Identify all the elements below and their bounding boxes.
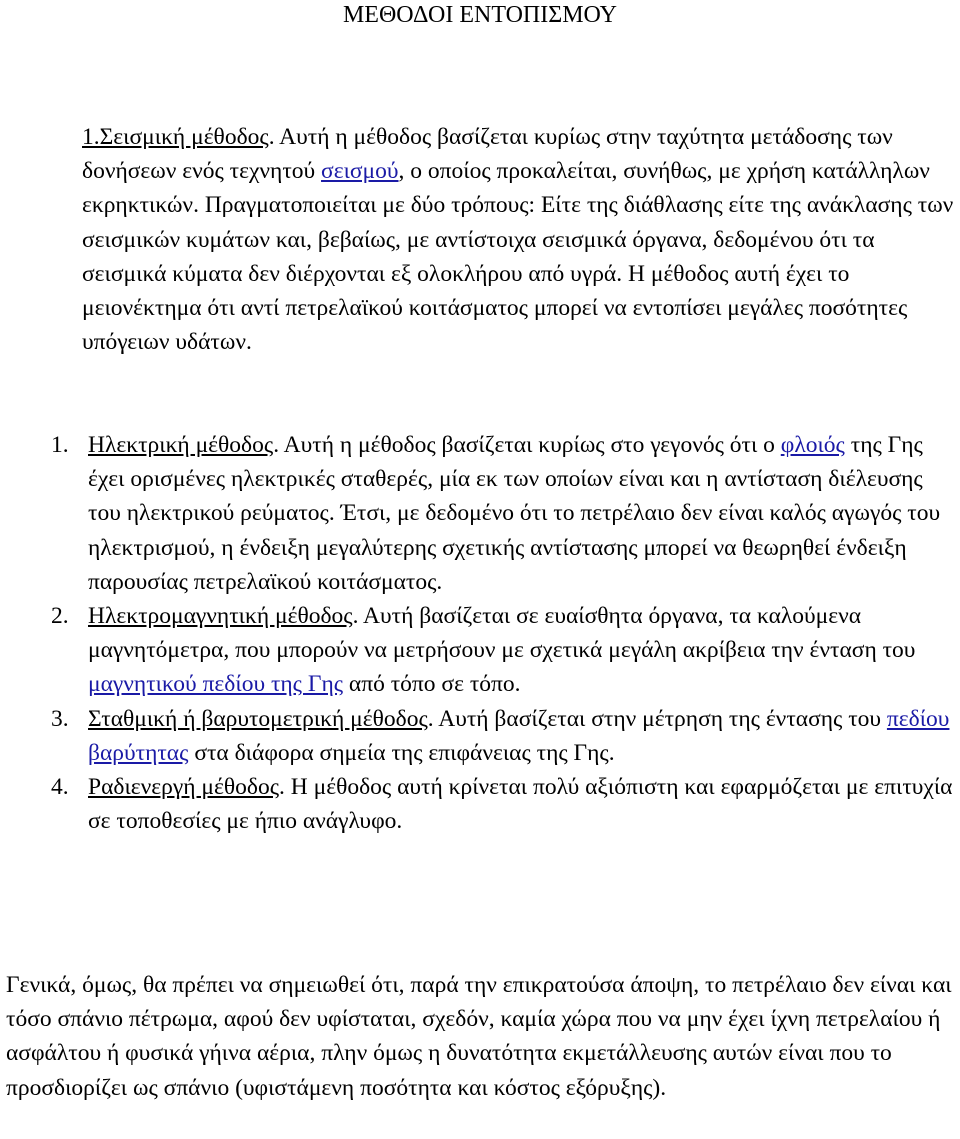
list-item-electromagnetic — [0, 599, 960, 702]
radioactive-method-text: . Η μέθοδος αυτή κρίνεται πολύ αξιόπιστη και εφαρμόζεται με επιτυχία σε τοποθεσίες με ήπιο ανάγλυφο. — [88, 774, 953, 835]
seismic-method-heading: 1.Σεισμική μέθοδος — [82, 124, 269, 150]
list-item-electrical — [0, 428, 960, 599]
electromagnetic-method-text-2: από τόπο σε τόπο. — [343, 671, 521, 698]
seismic-link[interactable]: σεισμού — [321, 158, 399, 185]
electrical-method-text-2: της Γης έχει ορισμένες ηλεκτρικές σταθερές, μία εκ των οποίων είναι και η αντίσταση διέλευσης του ηλεκτρικού ρεύματος. Έτσι, με δεδομένο ότι το πετρέλαιο δεν είναι καλός αγωγός του ηλεκτρισμού, η ένδειξη μεγαλύτερης σχετικής αντίστασης μπορεί να θεωρηθεί ένδειξη παρουσίας πετρελαϊκού κοιτάσματος. — [88, 432, 941, 595]
list-item-gravimetric — [0, 702, 960, 770]
seismic-method-paragraph — [82, 120, 960, 359]
gravimetric-method-heading: Σταθμική ή βαρυτομετρική μέθοδος — [88, 705, 428, 732]
seismic-method-text-1: . Αυτή η μέθοδος βασίζεται κυρίως στην ταχύτητα μετάδοσης των δονήσεων ενός τεχνητού — [82, 124, 893, 185]
gravimetric-method-text-2: στα διάφορα σημεία της επιφάνειας της Γης. — [188, 739, 615, 766]
list-number: 3. — [51, 705, 69, 732]
electromagnetic-method-text-1: . Αυτή βασίζεται σε ευαίσθητα όργανα, τα καλούμενα μαγνητόμετρα, που μπορούν να μετρήσουν με σχετικά μεγάλη ακρίβεια την ένταση του — [88, 603, 916, 664]
page-title: ΜΕΘΟΔΟΙ ΕΝΤΟΠΙΣΜΟΥ — [342, 2, 618, 28]
electromagnetic-method-heading: Ηλεκτρομαγνητική μέθοδος — [88, 603, 353, 630]
list-number: 1. — [51, 432, 69, 458]
gravimetric-method-text-1: . Αυτή βασίζεται στην μέτρηση της έντασης του — [427, 705, 887, 732]
radioactive-method-heading: Ραδιενεργή μέθοδος — [88, 774, 280, 801]
methods-list — [0, 428, 960, 838]
closing-paragraph: Γενικά, όμως, θα πρέπει να σημειωθεί ότι, παρά την επικρατούσα άποψη, το πετρέλαιο δεν είναι και τόσο σπάνιο πέτρωμα, αφού δεν υφίσταται, σχεδόν, καμία χώρα που να μην έχει ίχνη πετρελαίου ή ασφάλτου ή φυσικά γήινα αέρια, πλην όμως η δυνατότητα εκμετάλλευσης αυτών είναι που το προσδιορίζει ως σπάνιο (υφιστάμενη ποσότητα και κόστος εξόρυξης). — [6, 972, 952, 1101]
list-item-radioactive — [0, 770, 960, 838]
magnetic-field-link[interactable]: μαγνητικού πεδίου της Γης — [88, 671, 344, 698]
list-number: 2. — [51, 603, 69, 630]
electrical-method-text-1: . Αυτή η μέθοδος βασίζεται κυρίως στο γεγονός ότι ο — [273, 432, 781, 458]
crust-link[interactable]: φλοιός — [780, 432, 845, 458]
gravity-field-link[interactable]: πεδίου βαρύτητας — [88, 705, 950, 766]
electrical-method-heading: Ηλεκτρική μέθοδος — [88, 432, 274, 458]
seismic-method-text-2: , ο οποίος προκαλείται, συνήθως, με χρήση κατάλληλων εκρηκτικών. Πραγματοποιείται με δύο τρόπους: Είτε της διάθλασης είτε της ανάκλασης των σεισμικών κυμάτων και, βεβαίως, με αντίστοιχα σεισμικά όργανα, δεδομένου ότι τα σεισμικά κύματα δεν διέρχονται εξ ολοκλήρου από υγρά. Η μέθοδος αυτή έχει το μειονέκτημα ότι αντί πετρελαϊκού κοιτάσματος μπορεί να εντοπίσει μεγάλες ποσότητες υπόγειων υδάτων. — [82, 158, 954, 356]
list-number: 4. — [51, 774, 69, 801]
